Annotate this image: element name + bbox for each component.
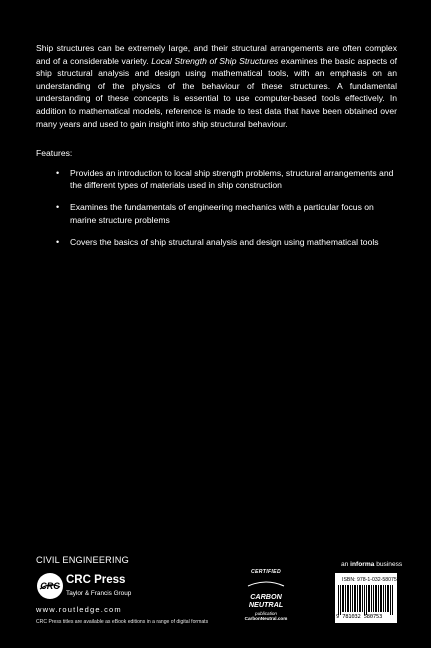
description-text-start: Ship structures can be extremely large, and their structural arrangements are often complex and of a considerable variety. xyxy=(36,43,397,66)
barcode-digits: 9 781032 580753 xyxy=(336,614,383,620)
barcode-icon xyxy=(337,585,395,615)
publisher-name: CRC Press xyxy=(66,574,126,586)
subject-category: CIVIL ENGINEERING xyxy=(36,555,129,565)
carbon-word: CARBON xyxy=(250,592,282,601)
feature-item xyxy=(56,201,401,226)
leaf-icon xyxy=(246,580,286,588)
feature-text: Examines the fundamentals of engineering mechanics with a particular focus on marine structure problems xyxy=(70,202,374,225)
description-text-end: examines the basic aspects of ship structural analysis and design using mathematical tools, with an emphasis on an understanding of the physics of the behaviour of these structures. A fundamental understanding of these concepts is essential to use computer-based tools effectively. In addition to mathematical models, reference is made to test data that have been obtained over many years and used to gain insight into ship structural behaviour. xyxy=(36,55,398,129)
feature-text: Provides an introduction to local ship strength problems, structural arrangements and the different types of materials used in ship construction xyxy=(70,168,394,191)
publisher-website: www.routledge.com xyxy=(36,605,122,614)
informa-brand: informa xyxy=(350,561,375,568)
informa-prefix: an xyxy=(341,561,351,568)
feature-item xyxy=(56,167,401,192)
informa-suffix: business xyxy=(374,561,403,568)
isbn-text: ISBN: 978-1-032-58075-3 xyxy=(342,577,402,583)
description-paragraph xyxy=(36,42,397,130)
bullet-icon: • xyxy=(56,202,60,213)
carbon-neutral-logo xyxy=(237,569,295,621)
book-title-italic: Local Strength of Ship Structures xyxy=(151,55,279,66)
crc-press-logo-icon xyxy=(36,572,64,605)
neutral-word: NEUTRAL xyxy=(248,600,284,609)
bullet-icon: • xyxy=(56,168,60,178)
crc-logo-text: CRC xyxy=(40,581,60,591)
features-list xyxy=(56,167,401,258)
ebook-note: CRC Press titles are available as eBook editions in a range of digital formats xyxy=(36,619,209,625)
carbon-certified-text: CERTIFIED xyxy=(251,569,281,575)
feature-item xyxy=(56,236,401,248)
features-heading: Features: xyxy=(36,148,73,158)
informa-business-tagline xyxy=(341,561,402,568)
publisher-group: Taylor & Francis Group xyxy=(66,590,132,597)
bullet-icon: • xyxy=(56,236,60,247)
carbon-site-text: CarbonNeutral.com xyxy=(244,616,288,621)
feature-text: Covers the basics of ship structural analysis and design using mathematical tools xyxy=(70,236,379,247)
carbon-publication-text: publication xyxy=(255,611,277,616)
